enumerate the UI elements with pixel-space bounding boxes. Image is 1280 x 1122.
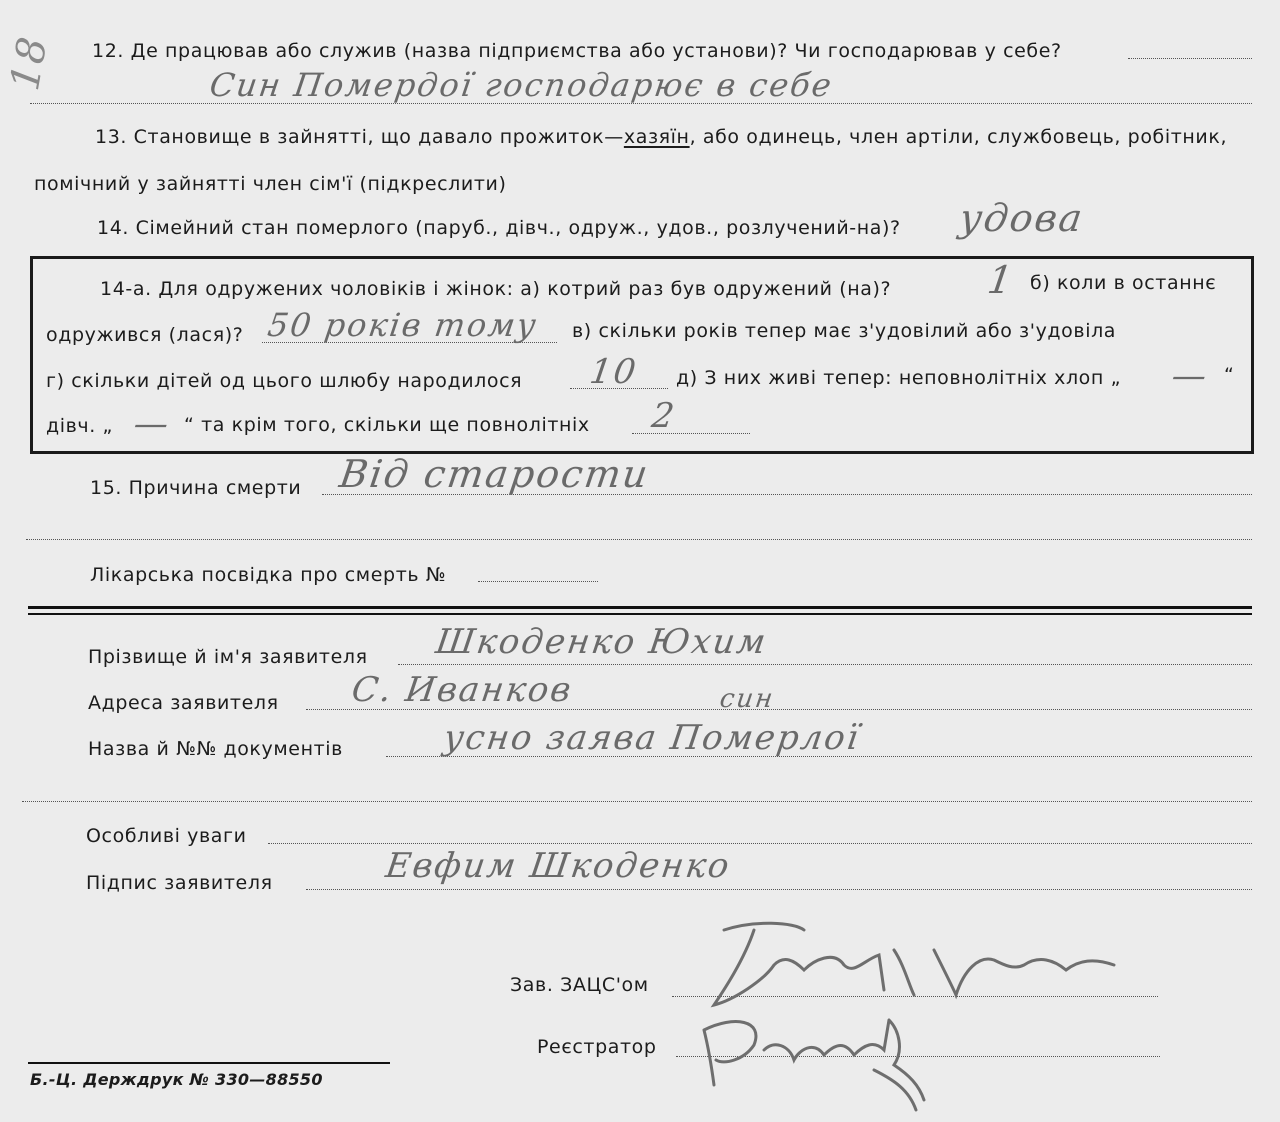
applicant-address-label: Адреса заявителя [88, 692, 279, 714]
applicant-notes-line [268, 843, 1252, 844]
separator-top [28, 606, 1252, 609]
q14a-answer-adults: 2 [649, 396, 679, 436]
q14a-answer-girls: — [131, 404, 173, 444]
official-registrar-signature [694, 990, 954, 1120]
applicant-signature-line [306, 889, 1252, 890]
q14a-answer-boys: — [1169, 356, 1211, 396]
margin-note: 18 [2, 31, 57, 95]
q14a-answer-b: 50 років тому [265, 306, 541, 344]
applicant-docs-value: усно заява Померлої [441, 718, 863, 758]
q13-label-before: 13. Становище в зайнятті, що давало прожиток— [95, 126, 624, 148]
footer-printer: Б.-Ц. Держдрук № 330—88550 [30, 1070, 323, 1089]
q15-answer: Від старости [336, 452, 653, 496]
q12-answer: Син Помердої господарює в себе [207, 66, 836, 104]
applicant-name-label: Прізвище й ім'я заявителя [88, 646, 368, 668]
q14a-line2-b: в) скільки років тепер має з'удовілий або з'удовіла [572, 320, 1117, 342]
q14a-quote-close: “ [1224, 364, 1235, 386]
q13-label [95, 126, 1227, 148]
q14a-line3-a: г) скільки дітей од цього шлюбу народилося [46, 370, 523, 392]
applicant-name-line [398, 664, 1252, 665]
applicant-address-note: син [717, 684, 777, 714]
applicant-notes-label: Особливі уваги [86, 825, 247, 847]
official-registrar-label: Реєстратор [537, 1036, 657, 1058]
official-head-label: Зав. ЗАЦС'ом [510, 974, 649, 996]
separator-bottom [28, 613, 1252, 615]
q14a-line1-a: 14-а. Для одружених чоловіків і жінок: а) котрий раз був одружений (на)? [100, 278, 892, 300]
applicant-signature-value: Евфим Шкоденко [383, 846, 734, 886]
applicant-signature-label: Підпис заявителя [86, 872, 273, 894]
q14a-line4-b: “ та крім того, скільки ще повнолітніх [184, 414, 590, 436]
q14a-answer-g: 10 [587, 352, 641, 392]
applicant-docs-label: Назва й №№ документів [88, 738, 343, 760]
q13-label-after: , або одинець, член артіли, службовець, робітник, [689, 126, 1228, 148]
q15-answer-line2 [26, 539, 1252, 540]
q15-label: 15. Причина смерти [90, 477, 302, 499]
q14a-line1-b: б) коли в останнє [1030, 272, 1217, 294]
applicant-name-value: Шкоденко Юхим [433, 622, 770, 662]
q13-underlined-option: хазяїн [623, 126, 690, 148]
medical-label: Лікарська посвідка про смерть № [90, 564, 447, 586]
q14a-answer-a: 1 [984, 258, 1018, 302]
medical-dotted-line [478, 581, 598, 582]
q13-label-line2: помічний у зайнятті член сім'ї (підкреслити) [34, 173, 507, 195]
q14-answer: удова [956, 196, 1087, 240]
q14a-line2-a: одружився (лася)? [46, 324, 244, 346]
footer-rule [28, 1062, 390, 1064]
q12-dotted-line [1128, 58, 1252, 59]
q12-label: 12. Де працював або служив (назва підприємства або установи)? Чи господарював у себе? [92, 40, 1062, 62]
applicant-docs-line2 [22, 801, 1252, 802]
q14a-line4-a: дівч. „ [46, 415, 113, 437]
q14a-line3-b: д) З них живі тепер: неповнолітніх хлоп „ [676, 367, 1122, 389]
q14-label: 14. Сімейний стан померлого (паруб., дівч., одруж., удов., розлучений-на)? [97, 217, 901, 239]
applicant-address-value: С. Иванков [349, 670, 576, 710]
